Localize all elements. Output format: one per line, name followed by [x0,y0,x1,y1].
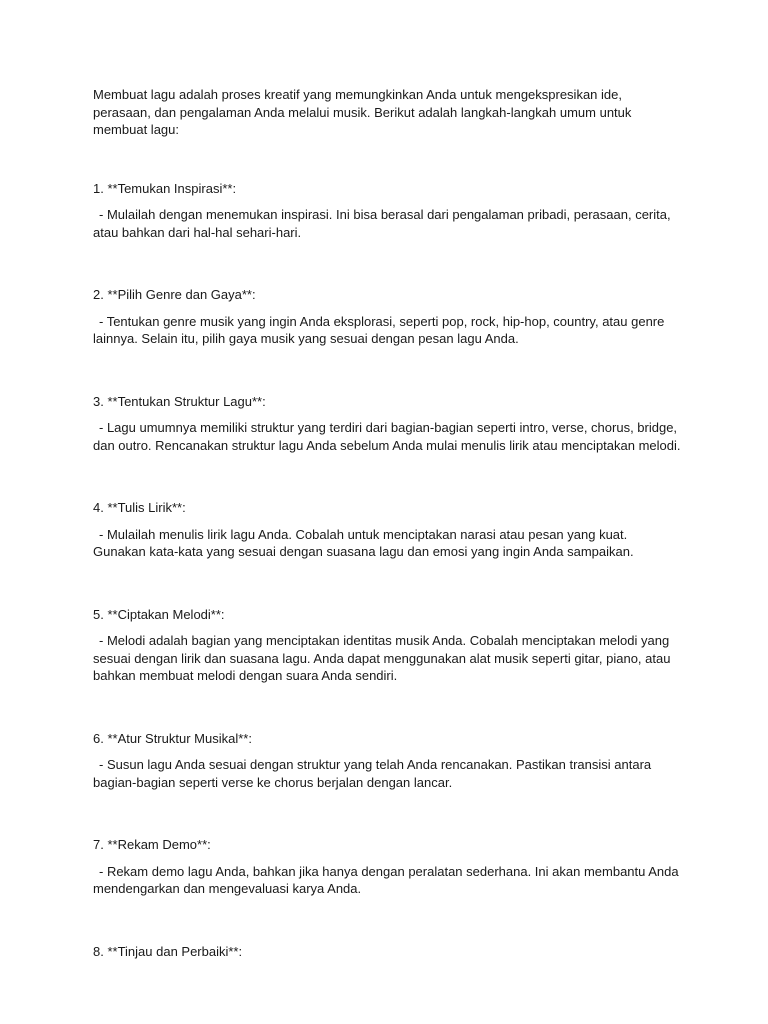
step-3 [93,393,683,455]
step-title: 7. **Rekam Demo**: [93,837,211,852]
step-title: 2. **Pilih Genre dan Gaya**: [93,287,256,302]
step-body: - Tentukan genre musik yang ingin Anda eksplorasi, seperti pop, rock, hip-hop, country, atau genre lainnya. Selain itu, pilih gaya musik yang sesuai dengan pesan lagu Anda. [93,313,665,346]
step-7 [93,836,683,898]
document-content [93,86,683,1005]
step-title: 6. **Atur Struktur Musikal**: [93,730,252,746]
step-5 [93,606,683,685]
step-body: - Melodi adalah bagian yang menciptakan identitas musik Anda. Cobalah menciptakan melodi yang sesuai dengan lirik dan suasana lagu. Anda dapat menggunakan alat musik seperti gitar, piano, atau bahkan membuat melodi dengan suara Anda sendiri. [93,633,671,683]
step-2 [93,286,683,348]
step-title: 1. **Temukan Inspirasi**: [93,180,237,196]
step-4 [93,499,683,561]
step-body: - Lagu umumnya memiliki struktur yang terdiri dari bagian-bagian seperti intro, verse, chorus, bridge, dan outro. Rencanakan struktur lagu Anda sebelum Anda mulai menulis lirik atau menciptakan melodi. [93,420,681,453]
intro-paragraph: Membuat lagu adalah proses kreatif yang memungkinkan Anda untuk mengekspresikan ide, perasaan, dan pengalaman Anda melalui musik. Berikut adalah langkah-langkah umum untuk membuat lagu: [93,87,632,137]
step-6 [93,730,683,792]
step-title: 8. **Tinjau dan Perbaiki**: [93,943,243,959]
step-title: 5. **Ciptakan Melodi**: [93,606,225,622]
step-body: - Mulailah menulis lirik lagu Anda. Cobalah untuk menciptakan narasi atau pesan yang kuat. Gunakan kata-kata yang sesuai dengan suasana lagu dan emosi yang ingin Anda sampaikan. [93,526,634,559]
step-1 [93,180,683,242]
step-body: - Mulailah dengan menemukan inspirasi. Ini bisa berasal dari pengalaman pribadi, perasaan, cerita, atau bahkan dari hal-hal sehari-hari. [93,207,671,240]
step-title: 3. **Tentukan Struktur Lagu**: [93,393,266,409]
step-title: 4. **Tulis Lirik**: [93,500,186,515]
step-body: - Susun lagu Anda sesuai dengan struktur yang telah Anda rencanakan. Pastikan transisi antara bagian-bagian seperti verse ke chorus berjalan dengan lancar. [93,757,652,790]
step-8 [93,943,683,961]
step-body: - Rekam demo lagu Anda, bahkan jika hanya dengan peralatan sederhana. Ini akan membantu Anda mendengarkan dan mengevaluasi karya Anda. [93,863,679,896]
